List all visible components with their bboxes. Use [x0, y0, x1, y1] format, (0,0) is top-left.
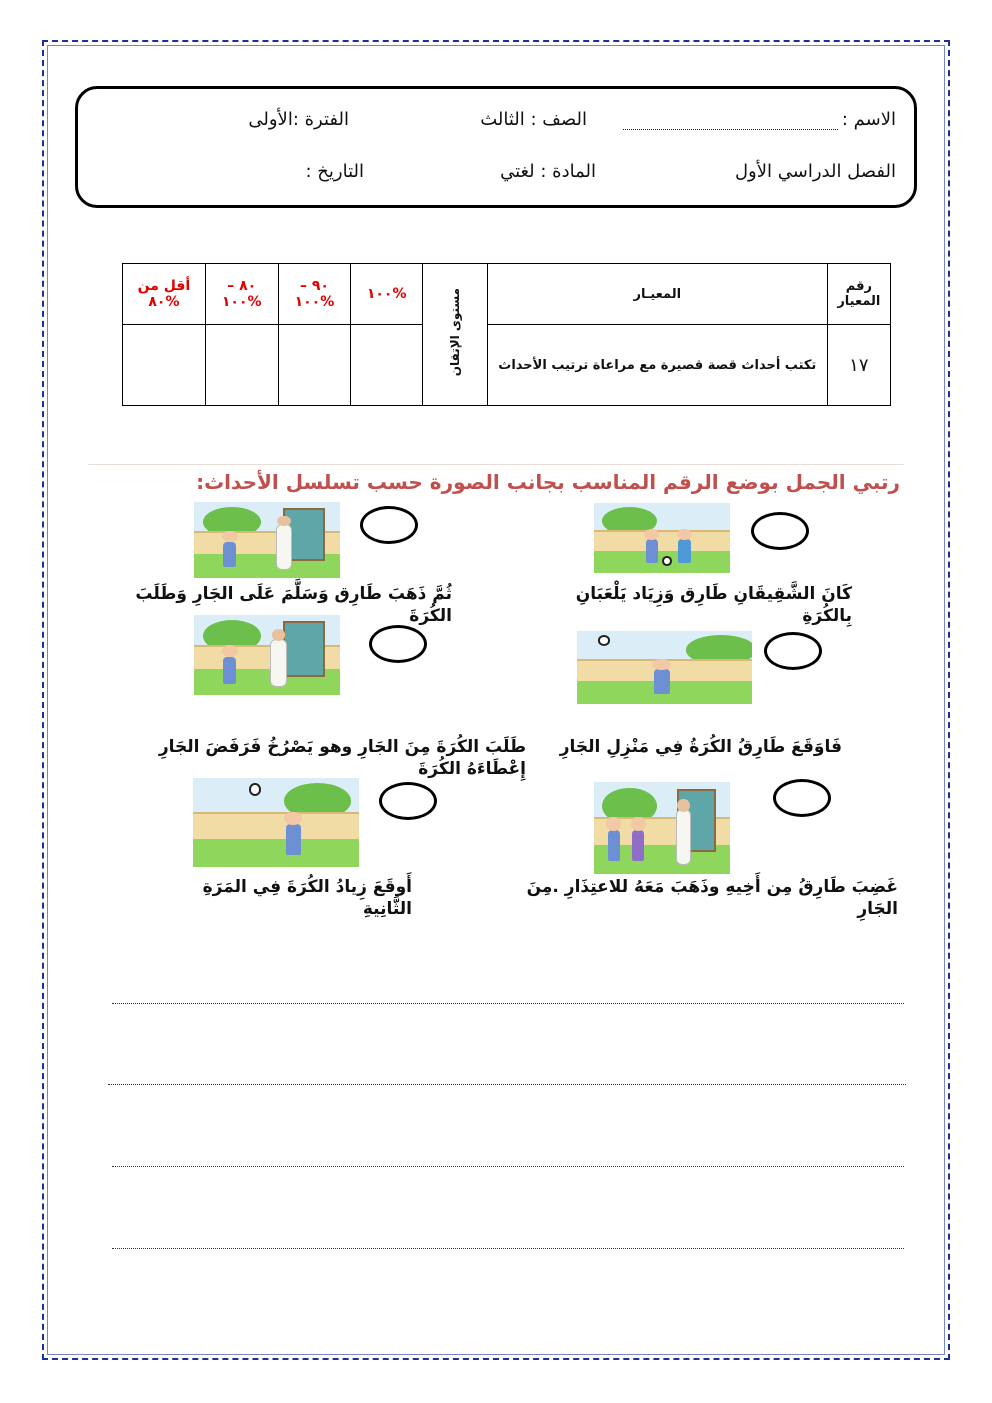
answer-circle-1[interactable] [751, 512, 809, 550]
name-field[interactable] [623, 109, 896, 130]
period-text: الفترة :الأولى [248, 109, 349, 130]
name-label: الاسم : [841, 109, 896, 130]
picture-ball-over-wall [577, 631, 752, 704]
rubric-table [122, 263, 891, 406]
answer-circle-2[interactable] [360, 506, 418, 544]
date-label: التاريخ : [305, 161, 364, 182]
mark-cell-90[interactable] [278, 325, 351, 406]
answer-circle-6[interactable] [379, 782, 437, 820]
mastery-label: مستوى الإتقان [447, 288, 462, 377]
semester-text: الفصل الدراسي الأول [734, 161, 896, 182]
picture-apologizing-to-neighbor [594, 782, 730, 874]
answer-circle-3[interactable] [764, 632, 822, 670]
page-border [42, 40, 950, 1360]
sentence-2: ثُمَّ ذَهَبَ طَارِق وَسَلَّمَ عَلَى الجَارِ وَطَلَبَ الكُرَةَ [135, 584, 452, 626]
level-100: %١٠٠ [351, 264, 423, 325]
writing-line-4[interactable] [112, 1248, 904, 1249]
writing-line-3[interactable] [112, 1166, 904, 1167]
row-criterion: تكتب أحداث قصة قصيرة مع مراعاة ترتيب الأحداث [487, 325, 827, 406]
mark-cell-below-80[interactable] [123, 325, 206, 406]
row-number: ١٧ [827, 325, 890, 406]
answer-circle-5[interactable] [773, 779, 831, 817]
picture-tariq-greets-neighbor [194, 502, 340, 578]
name-blank[interactable] [623, 111, 838, 130]
level-below-80: أقل من %٨٠ [123, 264, 206, 325]
col-number-header: رقم المعيار [827, 264, 890, 325]
sentence-3: فَاوَقَعَ طَارِقُ الكُرَةُ فِي مَنْزِلِ الجَارِ [559, 737, 842, 757]
mark-cell-100[interactable] [351, 325, 423, 406]
mark-cell-80[interactable] [205, 325, 278, 406]
answer-circle-4[interactable] [369, 625, 427, 663]
picture-ziyad-kicks-ball [193, 778, 359, 867]
sentence-4: طَلَبَ الكُرَةَ مِنَ الجَارِ وهو يَصْرُخُ فَرَفَضَ الجَارِ إِعْطَاءَهُ الكُرَةَ [158, 737, 526, 779]
writing-line-1[interactable] [112, 1003, 904, 1004]
exercise-instructions: رتبي الجمل بوضع الرقم المناسب بجانب الصورة حسب تسلسل الأحداث: [196, 470, 900, 494]
sentence-6: أَوقَعَ زِيادُ الكُرَةَ فِي المَرَةِ الثَّانِيةِ [202, 877, 412, 919]
sentence-5: غَضِبَ طَارِقُ مِن أَخِيهِ وذَهَبَ مَعَهُ للاعتِذَارِ .مِنَ الجَارِ [526, 877, 898, 919]
sentence-1: كَانَ الشَّقِيقَانِ طَارِق وَزِيَاد يَلْعَبَانِ بِالكُرَةِ [575, 584, 852, 626]
picture-asking-neighbor [194, 615, 340, 695]
picture-kids-playing [594, 503, 730, 573]
grade-text: الصف : الثالث [480, 109, 587, 130]
header-box [75, 86, 917, 208]
writing-line-2[interactable] [108, 1084, 906, 1085]
level-90-100: ٩٠ – %١٠٠ [278, 264, 351, 325]
exercise-top-line [88, 464, 904, 465]
col-criterion-header: المعيـار [487, 264, 827, 325]
subject-text: المادة : لغتي [500, 161, 596, 182]
level-80-100: ٨٠ – %١٠٠ [205, 264, 278, 325]
col-mastery-header [423, 264, 488, 406]
